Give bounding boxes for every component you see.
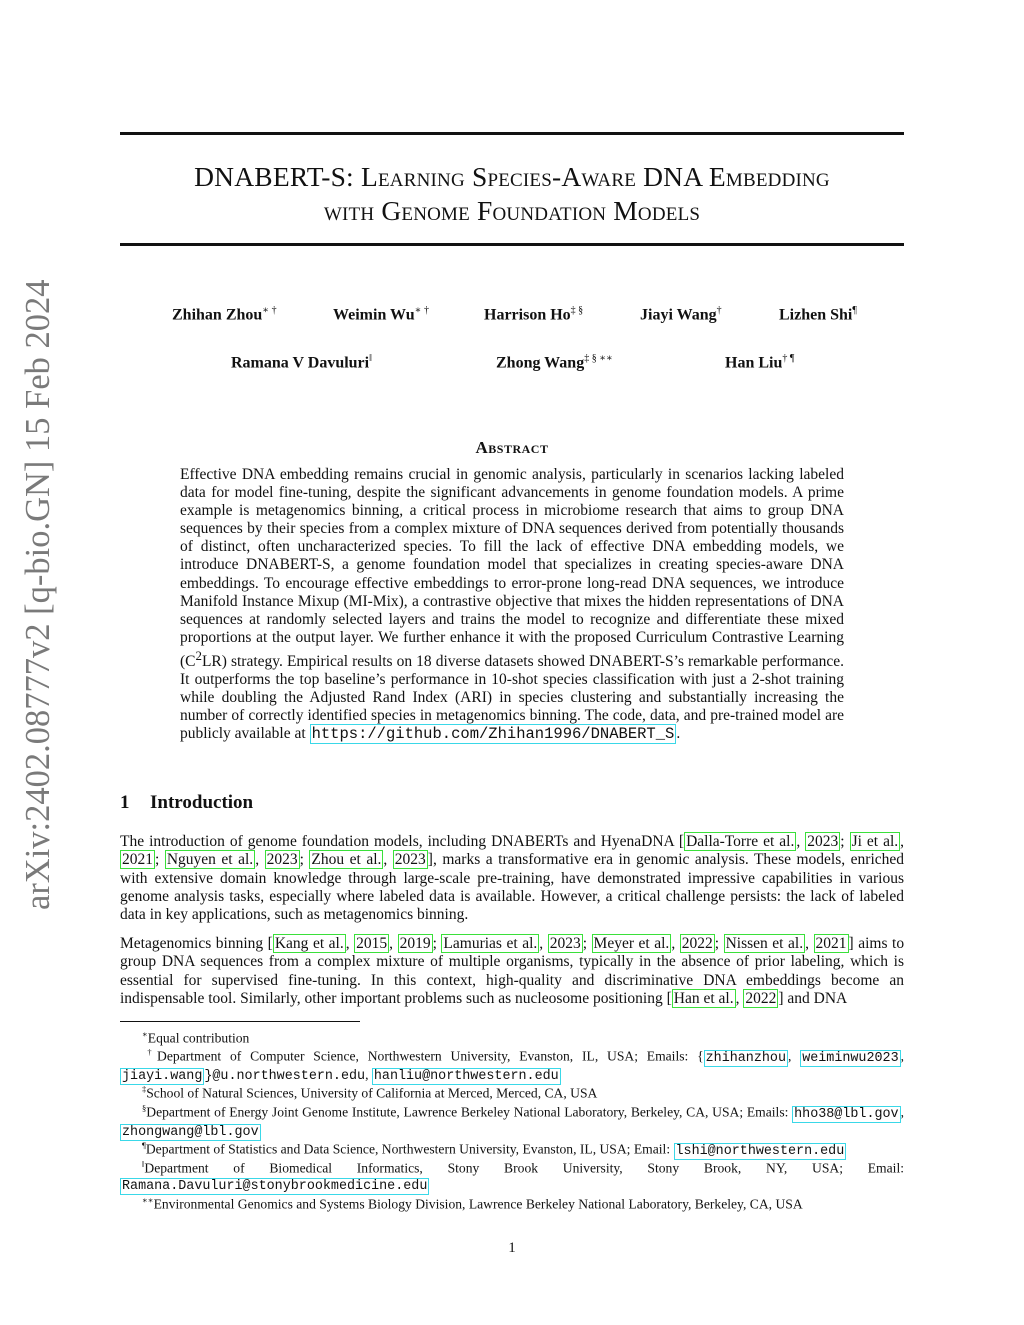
citation-link[interactable]: 2022 [681, 935, 713, 952]
citation-link[interactable]: 2019 [399, 935, 431, 952]
author: Zhihan Zhou∗ † [172, 305, 277, 324]
section-heading: 1 Introduction [120, 792, 254, 813]
footnote: ‖Department of Biomedical Informatics, Stony Brook University, Stony Brook, NY, USA; Email: Ramana.Davuluri@stonybrookmedicine.edu [122, 1159, 904, 1195]
citation-link[interactable]: 2023 [807, 833, 839, 850]
email-link[interactable]: zhihanzhou [705, 1050, 786, 1066]
email-link[interactable]: weiminwu2023 [802, 1050, 899, 1066]
intro-paragraph-2: Metagenomics binning [ Kang et al. , 2015 , 2019 ; Lamurias et al. , 2023 ; Meyer et al. , 2022 ; Nissen et al. , 2021 ] aims to group DNA sequences from a complex mixture of multiple organisms, typically in the absence of prior labeling, which is essential for supervised fine-tuning. In this context, high-quality and discriminative DNA embeddings become an indispensable tool. Similarly, other important problems such as nucleosome positioning [ Han et al. , 2022 ] and DNA [120, 935, 905, 1007]
citation-link[interactable]: Meyer et al. [593, 935, 670, 952]
citation-link[interactable]: Nissen et al. [725, 935, 804, 952]
email-link[interactable]: zhongwang@lbl.gov [122, 1125, 259, 1141]
citation-link[interactable]: Nguyen et al. [166, 851, 254, 869]
citation-link[interactable]: 2023 [266, 851, 298, 869]
citation-link[interactable]: Ji et al. [851, 833, 899, 850]
github-link[interactable]: https://github.com/Zhihan1996/DNABERT_S [311, 725, 675, 744]
citation-link[interactable]: Zhou et al. [311, 851, 382, 869]
email-link[interactable]: lshi@northwestern.edu [675, 1143, 845, 1159]
abstract-heading: Abstract [475, 438, 549, 457]
abstract-body: Effective DNA embedding remains crucial in genomic analysis, particularly in scenarios lacking labeled data for model fine-tuning, despite the significant advancements in genome foundation models. A prime example is metagenomics binning, a critical process in microbiome research that aims to group DNA sequences by their species from a complex mixture of DNA sequences derived from potentially thousands of distinct, often uncharacterized species. To fill the lack of effective DNA embedding models, we introduce DNABERT-S, a genome foundation model that specializes in creating species-aware DNA embeddings. To encourage effective embeddings to error-prone long-read DNA sequences, we introduce Manifold Instance Mixup (MI-Mix), a contrastive objective that mixes the hidden representations of DNA sequences at randomly selected layers and trains the model to recognize and differentiate these mixed proportions at the output layer. We further enhance it with the proposed Curriculum Contrastive Learning $(C^2LR)$ strategy. Empirical results on 18 diverse datasets showed DNABERT-S’s remarkable performance. It outperforms the top baseline’s performance in 10-shot species classification with just a 2-shot training while doubling the Adjusted Rand Index (ARI) in species clustering and substantially increasing the number of correctly identified species in metagenomics binning. The code, data, and pre-trained model are publicly available at https://github.com/Zhihan1996/DNABERT_S . [180, 466, 844, 744]
email-link[interactable]: hho38@lbl.gov [794, 1106, 899, 1122]
footnote: †Department of Computer Science, Northwestern University, Evanston, IL, USA; Emails: { zhihanzhou , weiminwu2023 , jiayi.wang }@u.northwestern.edu, hanliu@northwestern.edu [122, 1047, 905, 1085]
footnote-rule [120, 1021, 360, 1022]
footnote: §Department of Energy Joint Genome Institute, Lawrence Berkeley National Laboratory, Berkeley, CA, USA; Emails: hho38@lbl.gov , zhongwang@lbl.gov [122, 1103, 904, 1141]
citation-link[interactable]: Lamurias et al. [443, 935, 538, 952]
paper-title [120, 160, 904, 228]
citation-link[interactable]: Kang et al. [274, 935, 344, 952]
intro-paragraph-1: The introduction of genome foundation models, including DNABERTs and HyenaDNA [ Dalla-Torre et al. , 2023 ; Ji et al. , 2021 ; Nguyen et al. , 2023 ; Zhou et al. , 2023 ], marks a transformative era in genomic analysis. These models, enriched with extensive domain knowledge through large-scale pre-training, have demonstrated impressive capabilities in various genome analysis tasks, especially where labeled data is available. However, a critical challenge persists: the lack of labeled data in key applications, such as metagenomics binning. [120, 833, 905, 924]
title-bottom-rule [120, 243, 904, 246]
citation-link[interactable]: 2021 [122, 851, 153, 869]
page-number: 1 [508, 1240, 516, 1256]
citation-link[interactable]: 2022 [745, 989, 777, 1007]
title-top-rule [120, 132, 904, 135]
footnote: ¶Department of Statistics and Data Science, Northwestern University, Evanston, IL, USA; Email: lshi@northwestern.edu [142, 1140, 845, 1159]
title-line-1: DNABERT-S: Learning Species-Aware DNA Embedding [194, 161, 830, 192]
email-link[interactable]: Ramana.Davuluri@stonybrookmedicine.edu [122, 1179, 428, 1195]
citation-link[interactable]: 2023 [549, 935, 581, 952]
footnote: ∗Equal contribution [142, 1029, 250, 1046]
author: Zhong Wang‡ § ∗∗ [496, 353, 613, 372]
author: Jiayi Wang† [640, 305, 722, 324]
title-line-2: with Genome Foundation Models [323, 195, 701, 226]
author: Weimin Wu∗ † [333, 305, 429, 324]
email-link[interactable]: jiayi.wang [122, 1069, 203, 1085]
footnote: ‡School of Natural Sciences, University of California at Merced, Merced, CA, USA [142, 1084, 598, 1101]
citation-link[interactable]: Han et al. [673, 989, 734, 1007]
citation-link[interactable]: 2015 [356, 935, 388, 952]
citation-link[interactable]: Dalla-Torre et al. [686, 833, 795, 850]
author: Lizhen Shi¶ [779, 305, 857, 324]
email-link[interactable]: hanliu@northwestern.edu [373, 1069, 559, 1085]
citation-link[interactable]: 2023 [394, 851, 426, 869]
author: Han Liu† ¶ [725, 353, 795, 372]
author: Harrison Ho‡ § [484, 305, 584, 324]
citation-link[interactable]: 2021 [815, 935, 847, 952]
footnote: ∗∗Environmental Genomics and Systems Biology Division, Lawrence Berkeley National Laboratory, Berkeley, CA, USA [142, 1195, 803, 1212]
author: Ramana V Davuluri‖ [231, 353, 372, 372]
arxiv-identifier: arXiv:2402.08777v2 [q-bio.GN] 15 Feb 2024 [19, 279, 57, 910]
